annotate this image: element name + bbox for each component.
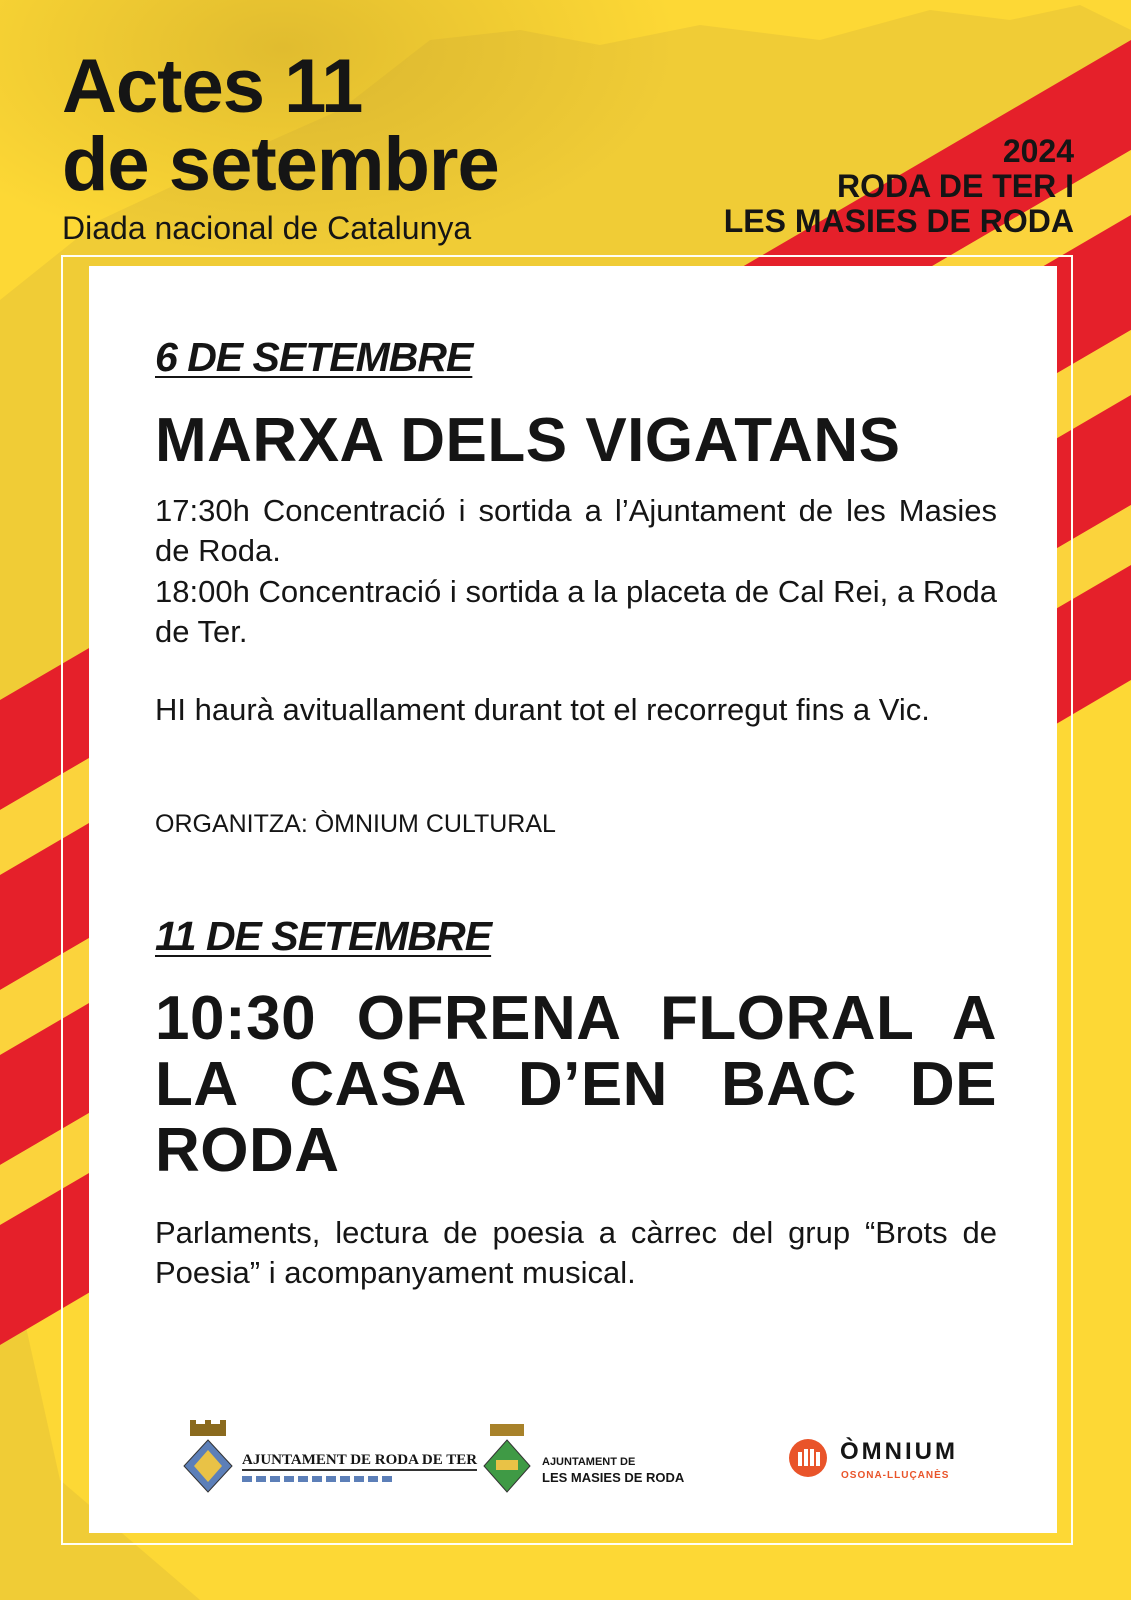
event1-title: MARXA DELS VIGATANS [155, 406, 901, 475]
masies-de-roda-crest-icon [482, 1420, 532, 1500]
event2-title: 10:30 OFRENA FLORAL A LA CASA D’EN BAC DE RODA [155, 984, 997, 1185]
logo1-text: AJUNTAMENT DE RODA DE TER [242, 1452, 477, 1471]
header-place-line-2: LES MASIES DE RODA [723, 203, 1074, 239]
logo-ajuntament-roda-de-ter [182, 1420, 478, 1500]
header-year: 2024 [1002, 133, 1074, 169]
header-location-block [724, 134, 1074, 239]
event1-date-wrap [155, 334, 997, 381]
event2-description: Parlaments, lectura de poesia a càrrec del grup “Brots de Poesia” i acompanyament musical. [155, 1215, 997, 1290]
event2-date-wrap [155, 913, 997, 960]
event1-organizer: ORGANITZA: ÒMNIUM CULTURAL [155, 810, 556, 838]
header-title-block [62, 44, 499, 246]
event1-line2: 18:00h Concentració i sortida a la placeta de Cal Rei, a Roda de Ter. [155, 574, 997, 649]
page-title-line-1: Actes 11 [62, 44, 363, 129]
page-subtitle: Diada nacional de Catalunya [62, 210, 472, 246]
logo2-line1: AJUNTAMENT DE [542, 1456, 636, 1468]
roda-de-ter-crest-icon [182, 1420, 234, 1500]
logo1-wave [242, 1476, 392, 1482]
event1-date: 6 DE SETEMBRE [155, 334, 473, 380]
omnium-logo-icon [788, 1438, 828, 1478]
event1-line3: HI haurà avituallament durant tot el recorregut fins a Vic. [155, 692, 930, 727]
logo3-sub: OSONA-LLUÇANÈS [841, 1470, 950, 1481]
event2-date: 11 DE SETEMBRE [155, 913, 492, 959]
event1-line1: 17:30h Concentració i sortida a l’Ajuntament de les Masies de Roda. [155, 493, 997, 568]
logo-omnium [788, 1420, 988, 1500]
header-place-line-1: RODA DE TER I [836, 168, 1074, 204]
page-title-line-2: de setembre [62, 122, 499, 207]
logo3-name: ÒMNIUM [840, 1438, 958, 1465]
logo-ajuntament-masies-de-roda [482, 1420, 712, 1500]
logo2-line2: LES MASIES DE RODA [542, 1470, 685, 1485]
